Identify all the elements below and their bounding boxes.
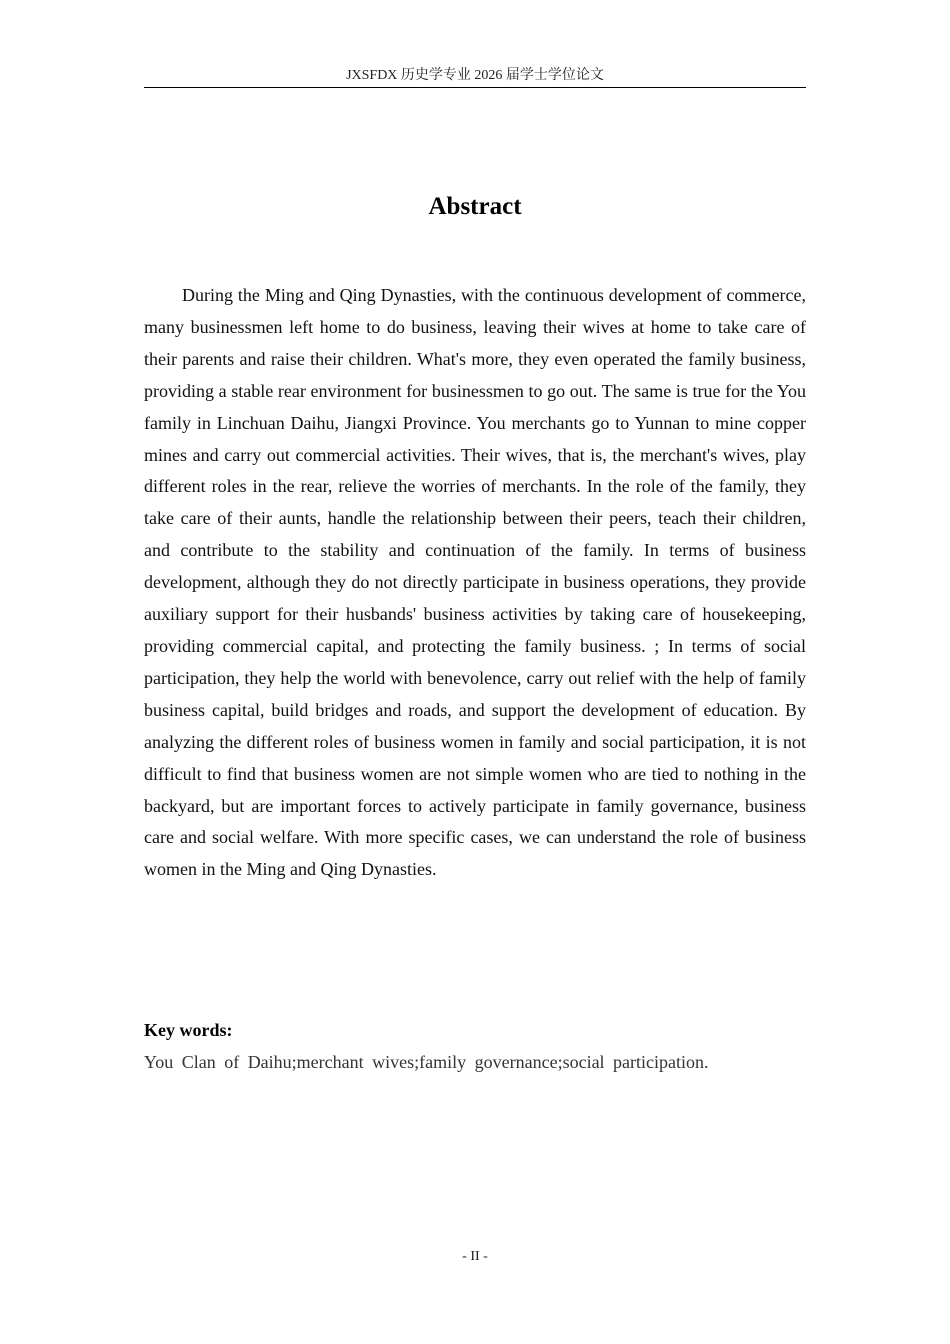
running-header: JXSFDX 历史学专业 2026 届学士学位论文 [346,68,604,83]
keywords-text: You Clan of Daihu;merchant wives;family governance;social participation. [144,1052,709,1072]
header-divider [144,87,806,88]
keywords-heading: Key words: [144,1020,233,1040]
abstract-body: During the Ming and Qing Dynasties, with the continuous development of commerce, many businessmen left home to do business, leaving their wives at home to take care of their parents and raise their children. What's more, they even operated the family business, providing a stable rear environment for businessmen to go out. The same is true for the You family in Linchuan Daihu, Jiangxi Province. You merchants go to Yunnan to mine copper mines and carry out commercial activities. Their wives, that is, the merchant's wives, play different roles in the rear, relieve the worries of merchants. In the role of the family, they take care of their aunts, handle the relationship between their peers, teach their children, and contribute to the stability and continuation of the family. In terms of business development, although they do not directly participate in business operations, they provide auxiliary support for their husbands' business activities by taking care of housekeeping, providing commercial capital, and protecting the family business. ; In terms of social participation, they help the world with benevolence, carry out relief with the help of family business capital, build bridges and roads, and support the development of education. By analyzing the different roles of business women in family and social participation, it is not difficult to find that business women are not simple women who are tied to nothing in the backyard, but are important forces to actively participate in family governance, business care and social welfare. With more specific cases, we can understand the role of business women in the Ming and Qing Dynasties. [144,285,806,880]
abstract-title: Abstract [428,193,522,220]
page-number: - II - [462,1249,488,1264]
